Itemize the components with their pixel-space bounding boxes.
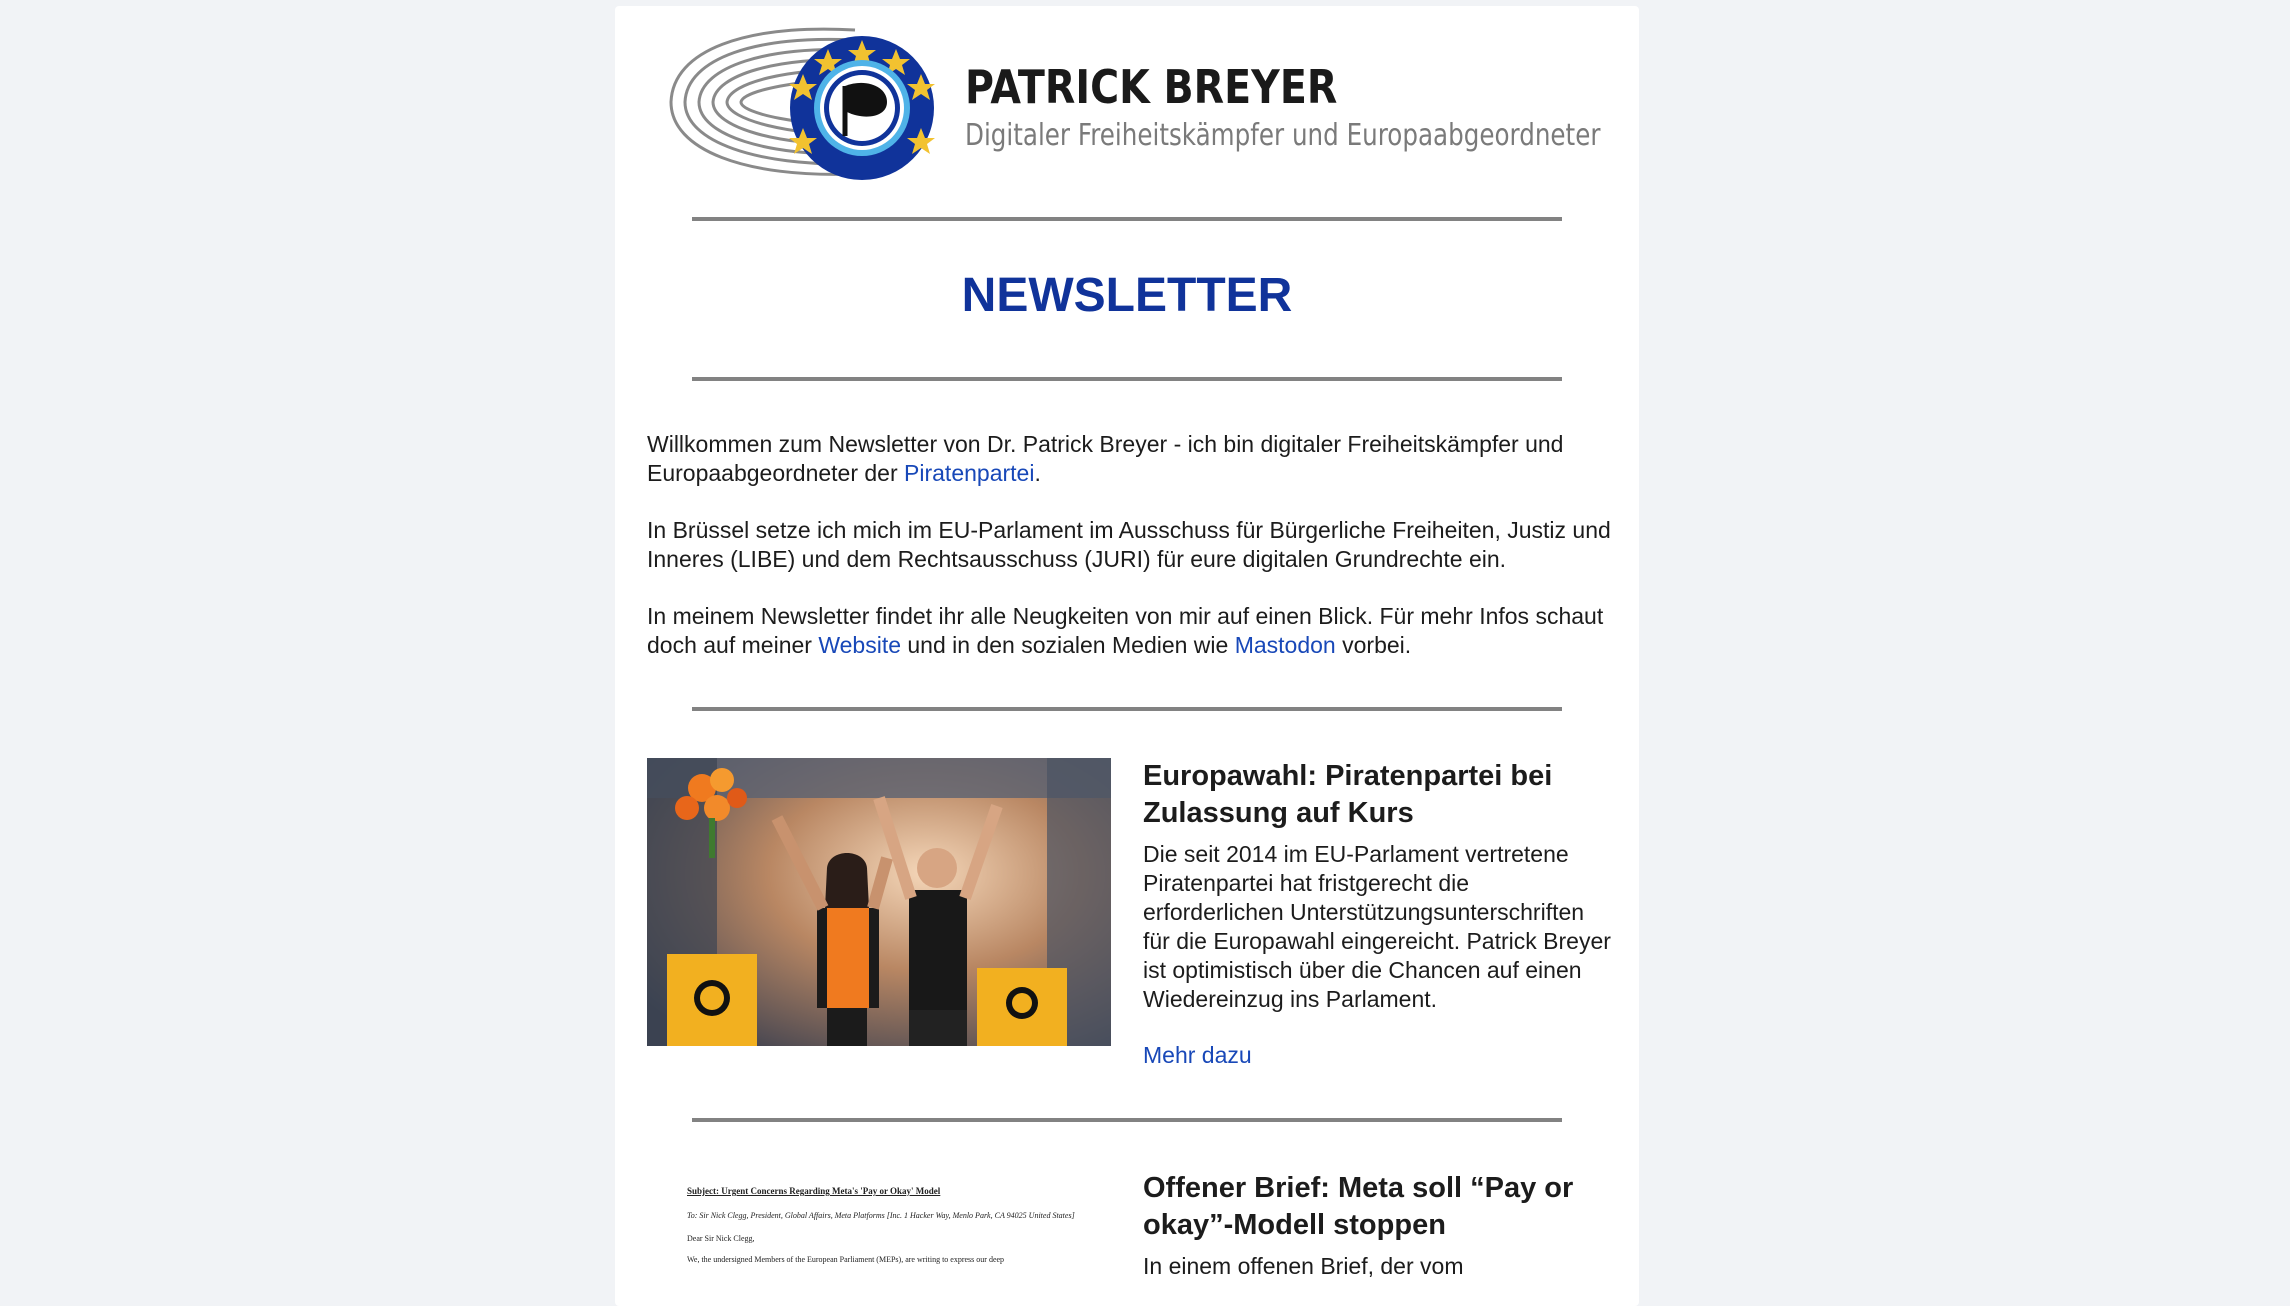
newsletter-header: [665, 20, 1605, 185]
letter-body: We, the undersigned Members of the European Parliament (MEPs), are writing to express our deep: [687, 1255, 1005, 1264]
intro-paragraph-1: [647, 430, 1612, 488]
divider-between-articles: [692, 1118, 1562, 1122]
newsletter-title: NEWSLETTER: [961, 269, 1293, 322]
article-title[interactable]: Offener Brief: Meta soll “Pay or okay”-Modell stoppen: [1143, 1172, 1574, 1241]
intro-p3-middle: und in den sozialen Medien wie: [901, 632, 1235, 658]
newsletter-page: [615, 6, 1639, 1306]
divider-after-title: [692, 377, 1562, 381]
mastodon-link[interactable]: Mastodon: [1234, 632, 1336, 658]
article-body: Die seit 2014 im EU-Parlament vertretene Piratenpartei hat fristgerecht die erforderlichen Unterstützungsunterschriften für die Europawahl eingereicht. Patrick Breyer ist optimistisch über die Chancen auf einen Wiedereinzug ins Parlament.: [1143, 841, 1611, 1012]
article-photo[interactable]: [647, 758, 1111, 1046]
article-body: In einem offenen Brief, der vom: [1143, 1253, 1464, 1279]
pirate-flag-eu-parliament-logo-icon: [665, 20, 945, 185]
intro-p1-text: Willkommen zum Newsletter von Dr. Patrick Breyer - ich bin digitaler Freiheitskämpfer und Europaabgeordneter der: [647, 431, 1564, 486]
website-link[interactable]: Website: [818, 632, 901, 658]
more-link[interactable]: Mehr dazu: [1143, 1042, 1252, 1068]
intro-paragraph-3: [647, 602, 1612, 660]
article-text: [1143, 1170, 1613, 1281]
article-text: [1143, 758, 1613, 1069]
brand-name: PATRICK BREYER: [965, 60, 1338, 114]
article-letter-image[interactable]: [647, 1170, 1111, 1294]
intro-paragraph-2: In Brüssel setze ich mich im EU-Parlament im Ausschuss für Bürgerliche Freiheiten, Justiz und Inneres (LIBE) und dem Rechtsausschuss (JURI) für eure digitalen Grundrechte ein.: [647, 517, 1611, 572]
letter-salutation: Dear Sir Nick Clegg,: [687, 1234, 755, 1243]
brand-tagline: Digitaler Freiheitskämpfer und Europaabgeordneter: [965, 118, 1601, 153]
intro-p3-end: vorbei.: [1335, 632, 1412, 658]
divider-before-articles: [692, 707, 1562, 711]
piratenpartei-link[interactable]: Piratenpartei: [904, 460, 1035, 486]
article-title[interactable]: Europawahl: Piratenpartei bei Zulassung auf Kurs: [1143, 760, 1553, 829]
intro-p1-end: .: [1034, 460, 1041, 486]
letter-preview: [647, 1170, 1111, 1290]
letter-subject: Subject: Urgent Concerns Regarding Meta's 'Pay or Okay' Model: [687, 1186, 941, 1196]
letter-recipient: To: Sir Nick Clegg, President, Global Affairs, Meta Platforms [Inc. 1 Hacker Way, Menlo Park, CA 94025 United States]: [687, 1211, 1075, 1220]
intro-p3-text: In meinem Newsletter findet ihr alle Neugkeiten von mir auf einen Blick. Für mehr Infos schaut doch auf meiner: [647, 603, 1604, 658]
celebration-photo-icon: [647, 758, 1111, 1046]
intro-text: [647, 430, 1612, 688]
divider-top: [692, 217, 1562, 221]
